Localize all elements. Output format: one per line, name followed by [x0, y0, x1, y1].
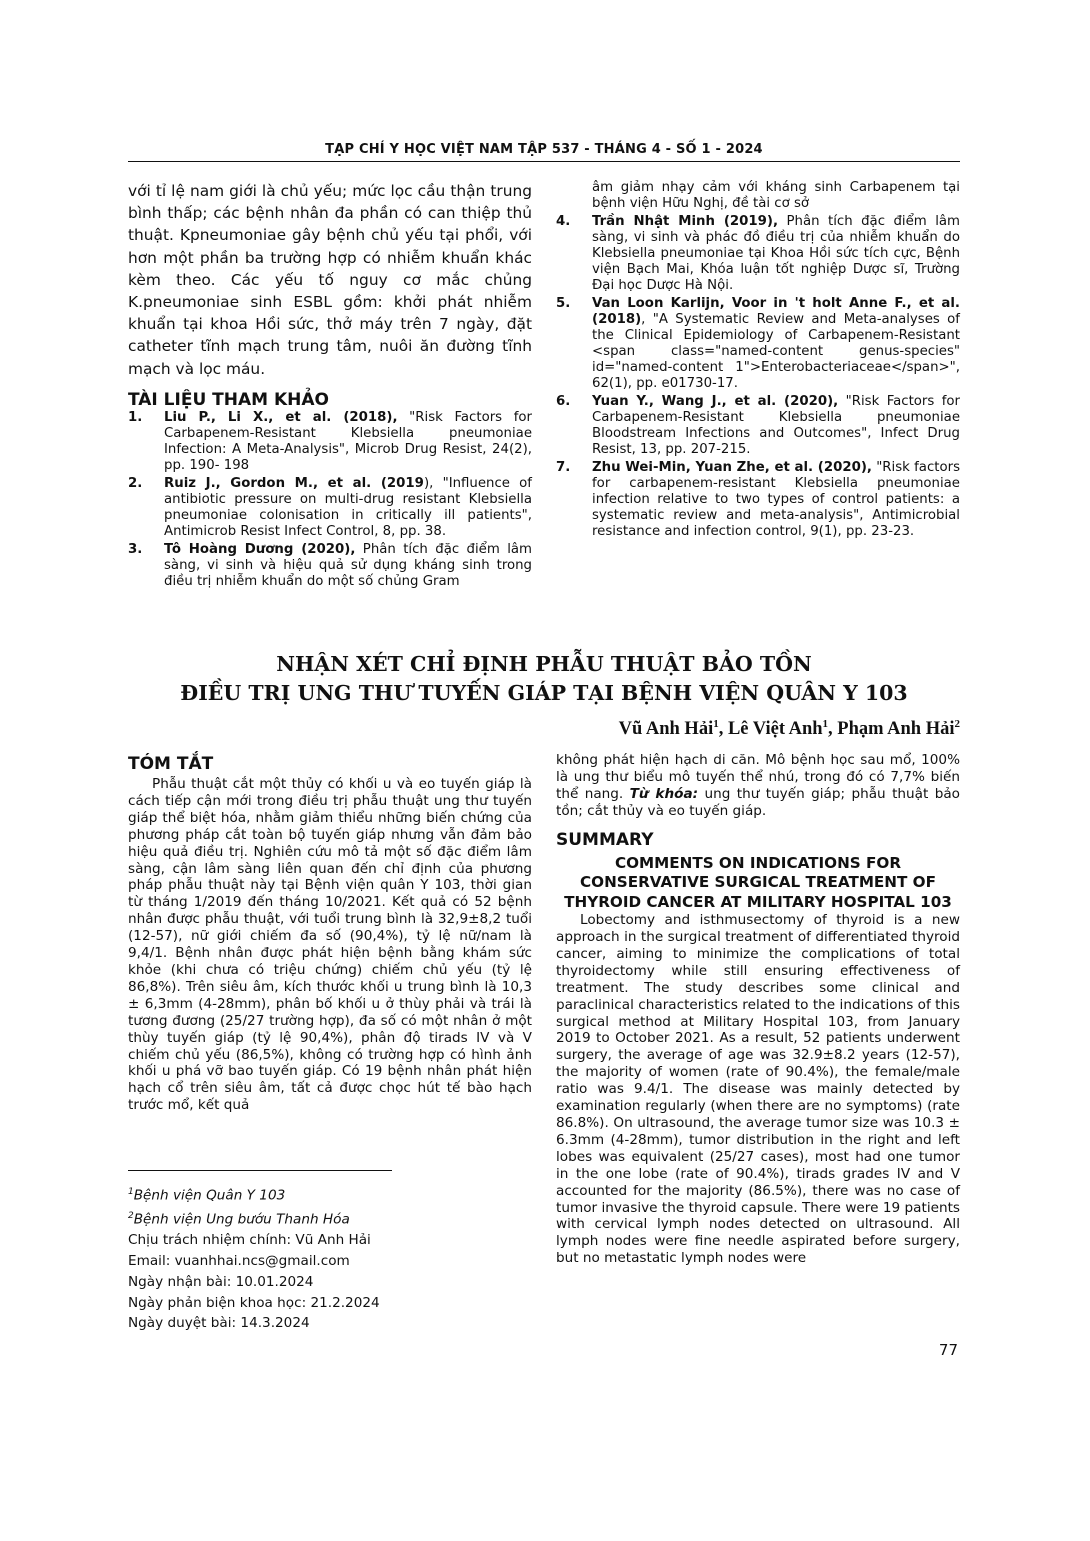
reference-authors: Liu P., Li X., et al. (2018),: [164, 409, 398, 425]
references-list-right: [556, 180, 960, 540]
reference-details: Phân tích đặc điểm lâm sàng, vi sinh và hiệu quả sử dụng kháng sinh trong điều trị nhiễm khuẩn do một số chủng Gram: [164, 541, 533, 589]
upper-right-column: [556, 180, 960, 542]
references-list-left: [128, 410, 532, 590]
reference-number: 1.: [128, 409, 143, 425]
reference-authors: Zhu Wei-Min, Yuan Zhe, et al. (2020),: [592, 460, 872, 475]
author-affiliation-mark: 1: [822, 718, 829, 730]
author-name: Phạm Anh Hải: [837, 719, 955, 740]
summary-vi-heading: TÓM TẮT: [128, 754, 214, 774]
reference-text: [592, 296, 960, 392]
reference-details: Phân tích đặc điểm lâm sàng, vi sinh và phác đồ điều trị của nhiễm khuẩn do Klebsiella pneumoniae tại Khoa Hồi sức tích cực, Bệnh viện Bạch Mai, Khóa luận tốt nghiệp Dược sĩ, Trường Đại học Dược Hà Nội.: [592, 214, 960, 293]
references-heading: TÀI LIỆU THAM KHẢO: [128, 389, 329, 410]
article-title: [128, 650, 960, 708]
footnotes: [128, 1182, 380, 1334]
author-affiliation-mark: 2: [954, 718, 960, 730]
reference-details: "Risk Factors for Carbapenem-Resistant Klebsiella pneumoniae Bloodstream Infections and Outcomes", Infect Drug Resist, 13, pp. 207-215.: [592, 394, 960, 457]
reference-item: [556, 394, 960, 458]
reference-item: [556, 214, 960, 294]
summary-en-text: Lobectomy and isthmusectomy of thyroid is a new approach in the surgical treatment of differentiated thyroid cancer, aiming to minimize the complications of total thyroidectomy while still ensuring effectiveness of treatment. The study describes some clinical and paraclinical characteristics related to the indications of this surgical method at Military Hospital 103, from January 2019 to October 2021. As a result, 52 patients underwent surgery, the average of age was 32.9±8.2 years (12-57), the majority of women (rate of 90.4%), the female/male ratio was 9.4/1. The disease was mainly detected by examination regularly (when there are no symptoms) (rate 86.8%). On ultrasound, the average tumor size was 10.3 ± 6.3mm (4-28mm), tumor distribution in the right and left lobes was equivalent (25/27 cases), most had one tumor in the one lobe (rate of 90.4%), tirads grades IV and V accounted for the majority (86.5%), there was no case of tumor invasive the thyroid capsule. There were 19 patients with cervical lymph nodes detected on ultrasound. All lymph nodes were fine needle aspirated before surgery, but no metastatic lymph nodes were: [556, 912, 960, 1267]
reference-text: [592, 180, 960, 212]
reference-item: [556, 460, 960, 540]
author-affiliation-mark: 1: [713, 718, 719, 730]
reference-text: [164, 542, 532, 590]
affiliation-2: $^2$Bệnh viện Ung bướu Thanh Hóa: [128, 1211, 350, 1228]
summary-en-title: [556, 854, 960, 913]
conclusion-text: với tỉ lệ nam giới là chủ yếu; mức lọc cầu thận trung bình thấp; các bệnh nhân đa phần có can thiệp thủ thuật. Kpneumoniae gây bệnh chủ yếu tại phổi, với hơn một phần ba trường hợp có nhiễm khuẩn khác kèm theo. Các yếu tố nguy cơ mắc chủng K.pneumoniae sinh ESBL gồm: khởi phát nhiễm khuẩn tại khoa Hồi sức, thở máy trên 7 ngày, đặt catheter tĩnh mạch trung tâm, nuôi ăn đường tĩnh mạch và lọc máu.: [128, 182, 532, 378]
reference-item: [128, 476, 532, 540]
author-separator: ,: [718, 719, 728, 740]
upper-left-column: [128, 180, 532, 592]
summary-en-heading: SUMMARY: [556, 829, 654, 850]
reference-number: 7.: [556, 460, 571, 475]
reference-details: âm giảm nhạy cảm với kháng sinh Carbapenem tại bệnh viện Hữu Nghị, đề tài cơ sở: [592, 180, 960, 211]
summary-vi-text: Phẫu thuật cắt một thủy có khối u và eo tuyến giáp là cách tiếp cận mới trong điều trị phẫu thuật ung thư tuyến giáp thể biệt hóa, nhằm giảm thiểu những biến chứng của phương pháp cắt toàn bộ tuyến giáp nhưng vẫn đảm bảo hiệu quả điều trị. Nghiên cứu mô tả một số đặc điểm lâm sàng, cận lâm sàng liên quan đến chỉ định của phương pháp phẫu thuật này tại Bệnh viện quân Y 103, thời gian từ tháng 1/2019 đến tháng 10/2021. Kết quả có 52 bệnh nhân được phẫu thuật, với tuổi trung bình là 32,9±8,2 tuổi (12-57), nữ giới chiếm đa số (90,4%), tỷ lệ nữ/nam là 9,4/1. Bệnh nhân được phát hiện bệnh bằng khám sức khỏe (khi chưa có triệu chứng) chiếm chủ yếu (tỷ lệ 86,8%). Trên siêu âm, kích thước khối u trung bình là 10,3 ± 6,3mm (4-28mm), phân bố khối u ở thùy phải và trái là tương đương (25/27 trường hợp), đa số có một nhân ở một thùy tuyến giáp (tỷ lệ 90,4%), phân độ tirads IV và V chiếm chủ yếu (86,5%), không có trường hợp có hình ảnh khối u phá vỡ bao tuyến giáp. Có 19 bệnh nhân phát hiện hạch cổ trên siêu âm, tất cả được chọc hút tế bào hạch trước mổ, kết quả: [128, 776, 532, 1114]
summary-vi-continued: không phát hiện hạch di căn. Mô bệnh học sau mổ, 100% là ung thư biểu mô tuyến thể nhú, trong đó có 7,7% biến thể nang. Từ khóa: ung thư tuyến giáp; phẫu thuật bảo tồn; cắt thủy và eo tuyến giáp.: [556, 752, 960, 819]
reference-authors: Tô Hoàng Dương (2020),: [164, 541, 356, 557]
footnote-rule: [128, 1170, 392, 1171]
reference-authors: Trần Nhật Minh (2019),: [592, 214, 779, 229]
reference-text: [592, 460, 960, 540]
reference-details: ), "Influence of antibiotic pressure on multi-drug resistant Klebsiella pneumoniae colonisation in critically ill patients", Antimicrob Resist Infect Control, 8, pp. 38.: [164, 475, 532, 539]
reference-text: [164, 476, 532, 540]
abstract-vi-column: [128, 754, 532, 1114]
article-title-line-2: ĐIỀU TRỊ UNG THƯ TUYẾN GIÁP TẠI BỆNH VIỆN QUÂN Y 103: [180, 681, 908, 705]
author-separator: ,: [828, 719, 838, 740]
reference-details: "Risk Factors for Carbapenem-Resistant Klebsiella pneumoniae Infection: A Meta-Analysis", Microb Drug Resist, 24(2), pp. 190- 198: [164, 409, 532, 473]
reference-text: [164, 410, 532, 474]
reference-item: [128, 410, 532, 474]
reference-number: 3.: [128, 541, 143, 557]
reference-item: [556, 180, 960, 212]
reference-authors: Van Loon Karlijn, Voor in 't holt Anne F., et al. (2018): [592, 296, 960, 327]
reference-text: [592, 394, 960, 458]
responsible-author: Chịu trách nhiệm chính: Vũ Anh Hải: [128, 1232, 371, 1249]
header-rule: [128, 161, 960, 162]
abstract-en-column: [556, 752, 960, 1267]
reference-number: 6.: [556, 394, 571, 409]
affiliation-1: $^1$Bệnh viện Quân Y 103: [128, 1187, 286, 1204]
received-date: Ngày nhận bài: 10.01.2024: [128, 1273, 314, 1290]
reference-item: [556, 296, 960, 392]
keywords-label: Từ khóa:: [629, 785, 699, 802]
accepted-date: Ngày duyệt bài: 14.3.2024: [128, 1315, 310, 1332]
reference-item: [128, 542, 532, 590]
article-title-line-1: NHẬN XÉT CHỈ ĐỊNH PHẪU THUẬT BẢO TỒN: [276, 652, 812, 676]
summary-en-title-line-2: CONSERVATIVE SURGICAL TREATMENT OF: [580, 873, 936, 892]
author-name: Lê Việt Anh: [727, 719, 823, 740]
journal-header: TẠP CHÍ Y HỌC VIỆT NAM TẬP 537 - THÁNG 4 - SỐ 1 - 2024: [325, 142, 763, 157]
reference-authors: Yuan Y., Wang J., et al. (2020),: [592, 394, 839, 409]
reference-text: [592, 214, 960, 294]
summary-en-title-line-3: THYROID CANCER AT MILITARY HOSPITAL 103: [564, 892, 952, 911]
keywords: ung thư tuyến giáp; phẫu thuật bảo tồn; cắt thủy và eo tuyến giáp.: [556, 785, 960, 819]
reference-details: "Risk factors for carbapenem-resistant Klebsiella pneumoniae infection relative to two types of control patients: a systematic review and meta-analysis", Antimicrobial resistance and infection control, 9(1), pp. 23-23.: [592, 460, 960, 539]
reference-details: , "A Systematic Review and Meta-analyses of the Clinical Epidemiology of Carbapenem-Resistant <span class="named-content genus-species" id="named-content 1">Enterobacteriaceae</span>", 62(1), pp. e01730-17.: [592, 312, 960, 391]
author-list: [619, 718, 960, 740]
reference-number: 4.: [556, 214, 571, 229]
page-number: 77: [938, 1341, 958, 1359]
contact-email: Email: vuanhhai.ncs@gmail.com: [128, 1253, 350, 1270]
reference-number: 5.: [556, 296, 571, 311]
review-date: Ngày phản biện khoa học: 21.2.2024: [128, 1294, 380, 1311]
reference-number: [556, 180, 592, 212]
summary-en-title-line-1: COMMENTS ON INDICATIONS FOR: [614, 853, 902, 872]
reference-authors: Ruiz J., Gordon M., et al. (2019: [164, 475, 424, 491]
author-name: Vũ Anh Hải: [618, 719, 714, 740]
reference-number: 2.: [128, 475, 143, 491]
